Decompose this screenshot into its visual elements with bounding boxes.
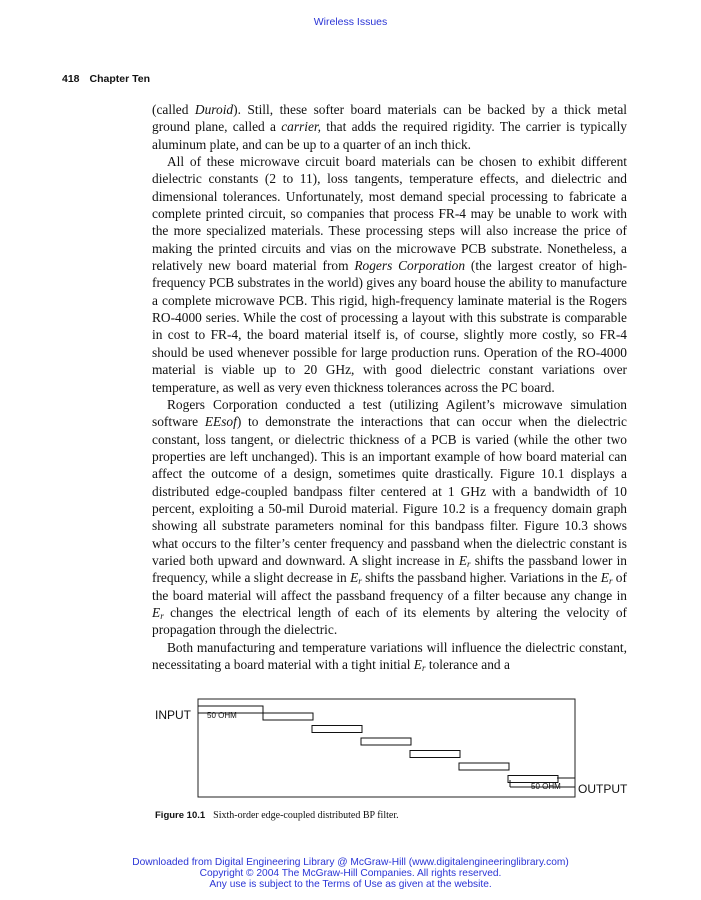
body-text (152, 101, 627, 673)
italic-text: E (350, 570, 359, 586)
text-run: shifts the passband lower in frequency, while a slight decrease in (152, 552, 627, 586)
text-run: All of these microwave circuit board materials can be chosen to exhibit different dielectric constants (2 to 11), loss tangents, temperature effects, and dielectric and dimensional tolerances. Unfortunately, most demand special processing to fabricate a complete printed circuit, so companies that process FR-4 may be unable to work with the more specialized materials. These processing steps will also increase the price of making the printed circuits and vias on the microwave PCB substrate. Nonetheless, a relatively new board material from (152, 154, 627, 274)
subscript: r (608, 576, 613, 587)
resonator-line (410, 751, 460, 758)
text-run: (the largest creator of high-frequency PCB substrates in the world) gives any board house the ability to manufacture a complete microwave PCB. This rigid, high-frequency laminate material is the Rogers RO-4000 series. While the cost of processing a layout with this substrate is comparable in cost to FR-4, the board material itself is, of course, slightly more costly, so FR-4 should be used whenever possible for large production runs. Operation of the RO-4000 material is viable up to 20 GHz, with good dielectric constant variations over temperature, as well as very even thickness tolerances across the PC board. (152, 258, 627, 395)
italic-text: E (458, 552, 468, 568)
text-run: Both manufacturing and temperature variations will influence the dielectric constant, necessitating a board material with a tight initial (152, 639, 627, 672)
italic-text: carrier, (281, 119, 321, 135)
text-run: of the board material will affect the passband frequency of a filter because any change in (152, 570, 627, 603)
caption-figure-number: Figure 10.1 (155, 810, 206, 821)
italic-text: Duroid (194, 102, 234, 117)
paragraph (152, 101, 627, 153)
output-label: OUTPUT (578, 782, 628, 796)
text-run: (called (152, 102, 195, 117)
paragraph (152, 639, 627, 674)
italic-text: E (152, 604, 161, 620)
subscript: r (467, 558, 471, 569)
text-run: tolerance and a (425, 657, 510, 672)
download-footer (0, 857, 701, 890)
text-run: shifts the passband higher. Variations in the (361, 570, 601, 586)
resonator-line (263, 713, 313, 720)
text-run: ) to demonstrate the interactions that can occur when the dielectric constant, loss tangent, or dielectric thickness of a PCB is varied (while the other two properties are left unchanged). This is an important example of how board material can affect the outcome of a design, sometimes quite drastically. Figure 10.1 displays a distributed edge-coupled bandpass filter centered at 1 GHz with a bandwidth of 10 percent, exploiting a 50-mil Duroid material. Figure 10.2 is a frequency domain graph showing all substrate parameters nominal for this bandpass filter. Figure 10.3 shows what occurs to the filter’s center frequency and passband when the dielectric constant is varied both upward and downward. A slight increase in (152, 414, 628, 568)
input-label: INPUT (155, 708, 191, 722)
text-run: Rogers Corporation conducted a test (utilizing Agilent’s microwave simulation software (152, 396, 627, 430)
text-run: changes the electrical length of each of its elements by altering the velocity of propagation through the dielectric. (152, 604, 627, 638)
figure-caption (155, 810, 399, 821)
resonator-line (361, 738, 411, 745)
subscript: r (358, 576, 362, 587)
text-run: that adds the required rigidity. The carrier is typically aluminum plate, and can be up to a quarter of an inch thick. (152, 119, 627, 152)
footer-line-download[interactable]: Downloaded from Digital Engineering Library @ McGraw-Hill (www.digitalengineeringlibrary.com) (132, 857, 569, 868)
italic-text: E (600, 570, 609, 586)
italic-text: Rogers Corporation (354, 258, 466, 274)
subscript: r (160, 610, 164, 621)
bandpass-filter-diagram (150, 695, 635, 805)
caption-text: Sixth-order edge-coupled distributed BP filter. (213, 810, 399, 821)
footer-line-copyright: Copyright © 2004 The McGraw-Hill Companies. All rights reserved. (199, 868, 502, 879)
paragraph (152, 153, 627, 396)
figure-10-1 (150, 695, 635, 805)
paragraph (152, 396, 627, 639)
input-impedance-label: 50 OHM (207, 711, 237, 720)
running-head (62, 73, 150, 85)
output-impedance-label: 50 OHM (531, 782, 561, 791)
text-run: ). Still, these softer board materials can be backed by a thick metal ground plane, called a (152, 102, 627, 135)
page-header-section-title: Wireless Issues (313, 16, 388, 28)
italic-text: EEsof (204, 414, 237, 430)
resonator-group (198, 706, 575, 787)
italic-text: E (413, 657, 422, 672)
footer-line-terms[interactable]: Any use is subject to the Terms of Use as given at the website. (209, 879, 492, 890)
resonator-line (312, 726, 362, 733)
chapter-title: Chapter Ten (89, 73, 151, 85)
resonator-line (459, 763, 509, 770)
page-number: 418 (62, 73, 80, 85)
subscript: r (421, 663, 426, 673)
